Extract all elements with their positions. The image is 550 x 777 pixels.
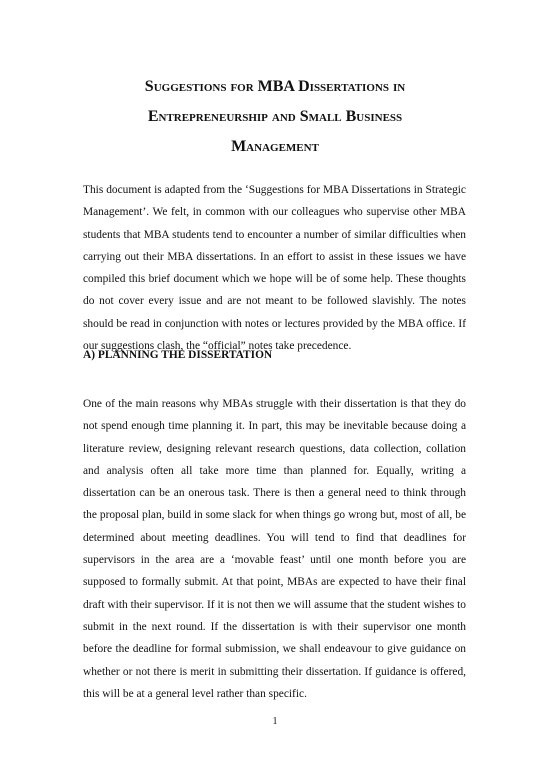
section-a-heading: A) PLANNING THE DISSERTATION [83, 349, 273, 361]
section-a-paragraph: One of the main reasons why MBAs struggle with their dissertation is that they do not spend enough time planning it. In part, this may be inevitable because doing a literature review, designing relevant research questions, data collection, collation and analysis often all take more time than planned for. Equally, writing a dissertation can be an onerous task. There is then a general need to think through the proposal plan, build in some slack for when things go wrong but, most of all, be determined about meeting deadlines. You will tend to find that deadlines for supervisors in the area are a ‘movable feast’ until one month before you are supposed to formally submit. At that point, MBAs are expected to have their final draft with their supervisor. If it is not then we will assume that the student wishes to submit in the next round. If the dissertation is with their supervisor one month before the deadline for formal submission, we shall endeavour to give guidance on whether or not there is merit in submitting their dissertation. If guidance is offered, this will be at a general level rather than specific. [83, 398, 466, 700]
intro-paragraph: This document is adapted from the ‘Suggestions for MBA Dissertations in Strategic Management’. We felt, in common with our colleagues who supervise other MBA students that MBA students tend to encounter a number of similar difficulties when carrying out their MBA dissertations. In an effort to assist in these issues we have compiled this brief document which we hope will be of some help. These thoughts do not cover every issue and are not meant to be followed slavishly. The notes should be read in conjunction with notes or lectures provided by the MBA office. If our suggestions clash, the “official” notes take precedence. [83, 184, 466, 353]
document-title [70, 72, 480, 162]
title-line-2: Entrepreneurship and Small Business [147, 108, 403, 125]
title-line-3: Management [231, 138, 319, 155]
page-number: 1 [272, 716, 278, 727]
title-line-1: Suggestions for MBA Dissertations in [144, 78, 406, 95]
